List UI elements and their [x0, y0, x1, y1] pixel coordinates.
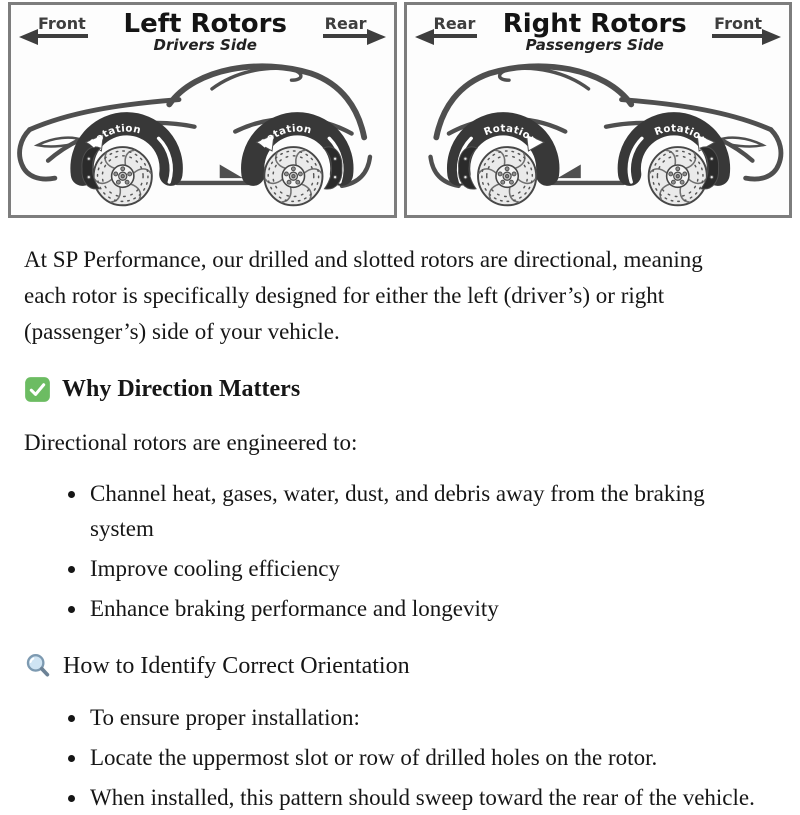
panel-title: Left Rotors: [123, 9, 287, 39]
why-direction-matters-heading: [24, 376, 772, 403]
list-item: • When installed, this pattern should sweep toward the rear of the vehicle.: [88, 780, 772, 815]
list-item: • Enhance braking performance and longevity: [88, 591, 772, 626]
how-to-identify-heading: [24, 652, 772, 680]
how-bullet-list: [24, 700, 772, 815]
rotor-direction-diagram: [0, 0, 800, 218]
list-item: • Locate the uppermost slot or row of drilled holes on the rotor.: [88, 740, 772, 775]
intro-paragraph: At SP Performance, our drilled and slotted rotors are directional, meaning each rotor is specifically designed for either the left (driver’s) or right (passenger’s) side of your vehicle.: [24, 247, 703, 344]
direction-text: Rear: [323, 16, 369, 38]
rear-direction-label: [323, 16, 386, 38]
rotation-label: Rotation: [652, 122, 710, 147]
green-checkmark-icon: [24, 376, 51, 403]
rotation-label: Rotation: [87, 122, 143, 150]
left-panel-header: [11, 5, 394, 54]
why-lead-text: Directional rotors are engineered to:: [24, 430, 358, 455]
rotation-label: Rotation: [257, 122, 313, 150]
panel-title: Right Rotors: [502, 9, 687, 39]
direction-text: Front: [36, 16, 88, 38]
article-body: [0, 218, 800, 815]
right-car-illustration: [407, 54, 790, 214]
rear-direction-label: [415, 16, 478, 38]
rotation-label: Rotation: [482, 122, 539, 147]
left-rotors-panel: [8, 2, 397, 218]
right-panel-header: [407, 5, 790, 54]
why-bullet-list: [24, 476, 772, 626]
list-item: • To ensure proper installation:: [88, 700, 772, 735]
panel-subtitle: Drivers Side: [153, 36, 257, 54]
list-item: • Improve cooling efficiency: [88, 551, 772, 586]
front-direction-label: [19, 16, 88, 38]
left-car-illustration: [11, 54, 394, 214]
direction-text: Front: [712, 16, 764, 38]
heading-text: How to Identify Correct Orientation: [63, 652, 410, 679]
magnifying-glass-icon: [24, 652, 52, 680]
right-rotors-panel: [404, 2, 793, 218]
right-arrow-icon: [762, 29, 781, 45]
heading-text: Why Direction Matters: [62, 376, 301, 402]
panel-subtitle: Passengers Side: [525, 36, 664, 54]
right-panel-titles: [477, 11, 712, 54]
list-item: • Channel heat, gases, water, dust, and debris away from the braking system: [88, 476, 772, 546]
front-direction-label: [712, 16, 781, 38]
direction-text: Rear: [432, 16, 478, 38]
left-panel-titles: [88, 11, 323, 54]
right-arrow-icon: [367, 29, 386, 45]
